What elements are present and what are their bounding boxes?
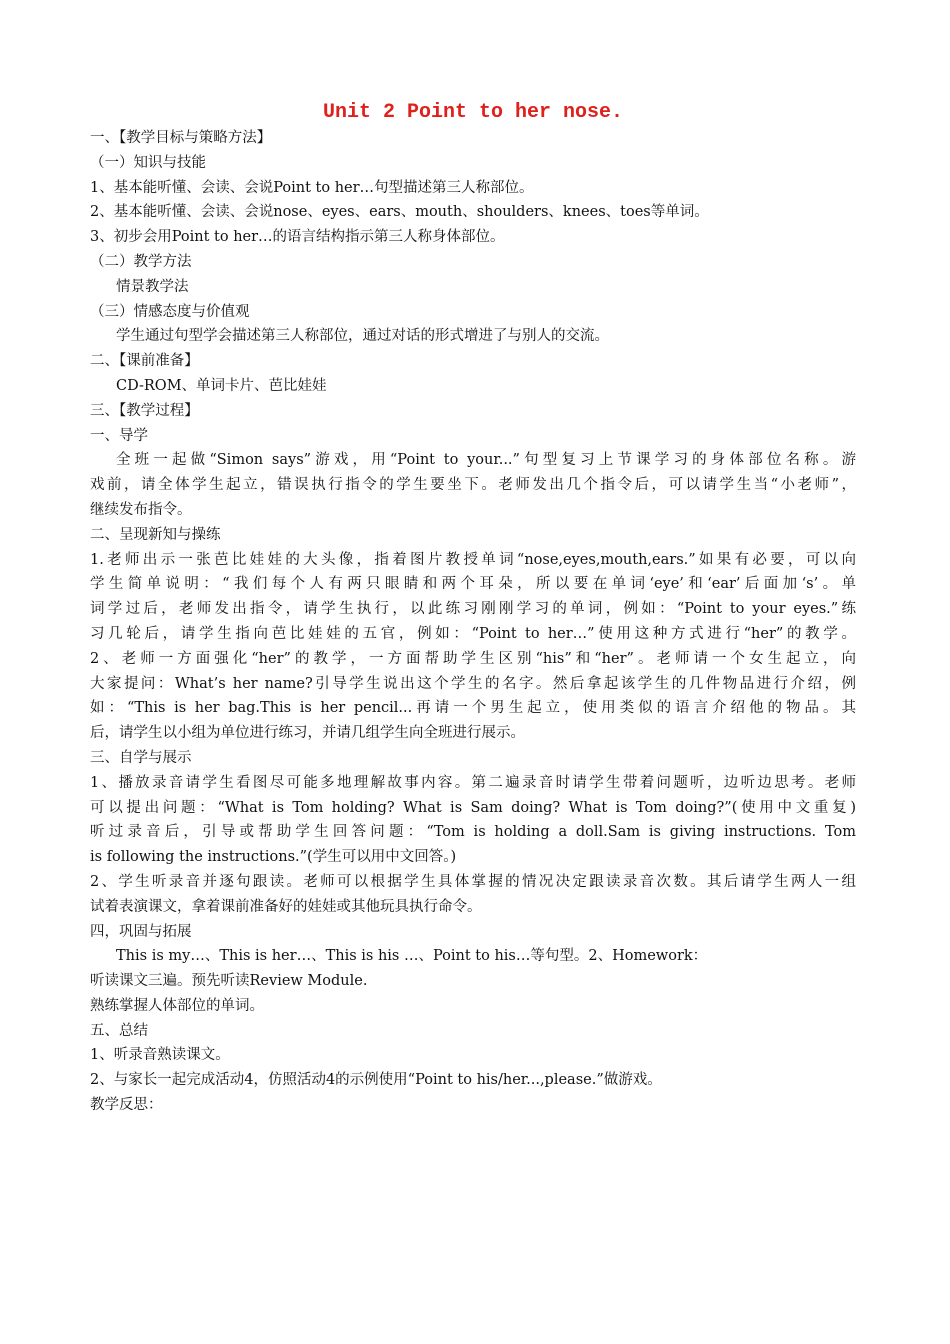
text-line: 三、自学与展示	[90, 749, 192, 766]
text-line: 1、播放录音请学生看图尽可能多地理解故事内容。第二遍录音时请学生带着问题听，边听边思考。老师	[90, 774, 856, 791]
text-line: 后，请学生以小组为单位进行练习，并请几组学生向全班进行展示。	[90, 725, 525, 742]
text-line: 可以提出问题：“What is Tom holding? What is Sam doing? What is Tom doing?”(使用中文重复)	[90, 799, 856, 816]
text-line: 词学过后，老师发出指令，请学生执行，以此练习刚刚学习的单词，例如：“Point to your eyes.”练	[90, 601, 856, 618]
text-line: 二、【课前准备】	[90, 353, 199, 370]
text-line: 听过录音后，引导或帮助学生回答问题：“Tom is holding a doll.Sam is giving instructions. Tom	[90, 824, 856, 841]
text-line: 听读课文三遍。预先听读Review Module.	[90, 973, 368, 990]
text-line: 情景教学法	[116, 278, 189, 295]
text-line: （二）教学方法	[90, 253, 192, 270]
text-line: is following the instructions.”(学生可以用中文回答。)	[90, 849, 457, 866]
text-line: 一、【教学目标与策略方法】	[90, 130, 272, 146]
text-line: 1、基本能听懂、会读、会说Point to her…句型描述第三人称部位。	[90, 179, 534, 196]
text-line: 3、初步会用Point to her…的语言结构指示第三人称身体部位。	[90, 229, 505, 246]
document-page	[90, 100, 856, 1118]
text-line: 学生简单说明：“我们每个人有两只眼睛和两个耳朵，所以要在单词‘eye’和‘ear’后面加‘s’。单	[90, 576, 856, 593]
text-line: 2、老师一方面强化“her”的教学，一方面帮助学生区别“his”和“her”。老师请一个女生起立，向	[90, 650, 856, 667]
document-title: Unit 2 Point to her nose.	[322, 101, 624, 124]
text-line: 如：“This is her bag.This is her pencil...再请一个男生起立，使用类似的语言介绍他的物品。其	[90, 700, 856, 717]
text-line: （一）知识与技能	[90, 154, 206, 171]
text-line: 熟练掌握人体部位的单词。	[90, 997, 264, 1014]
text-line: 习几轮后，请学生指向芭比娃娃的五官，例如：“Point to her…”使用这种方式进行“her”的教学。	[90, 625, 856, 642]
text-line: 全班一起做“Simon says”游戏，用“Point to your...”句型复习上节课学习的身体部位名称。游	[116, 452, 856, 469]
text-line: 一、导学	[90, 427, 148, 444]
text-line: 戏前，请全体学生起立，错误执行指令的学生要坐下。老师发出几个指令后，可以请学生当“小老师”，	[90, 477, 856, 494]
text-line: 2、学生听录音并逐句跟读。老师可以根据学生具体掌握的情况决定跟读录音次数。其后请学生两人一组	[90, 873, 856, 890]
text-line: 大家提问：What’s her name?引导学生说出这个学生的名字。然后拿起该学生的几件物品进行介绍，例	[90, 675, 856, 692]
text-line: 学生通过句型学会描述第三人称部位，通过对话的形式增进了与别人的交流。	[116, 328, 609, 345]
text-line: 试着表演课文，拿着课前准备好的娃娃或其他玩具执行命令。	[90, 898, 482, 915]
document-body	[90, 126, 856, 1118]
text-line: 继续发布指令。	[90, 501, 192, 518]
text-line: 五、总结	[90, 1022, 148, 1039]
text-line: 2、基本能听懂、会读、会说nose、eyes、ears、mouth、shoulders、knees、toes等单词。	[90, 204, 709, 221]
text-line: （三）情感态度与价值观	[90, 303, 250, 320]
text-line: 1、听录音熟读课文。	[90, 1047, 230, 1064]
text-line: 三、【教学过程】	[90, 402, 199, 419]
text-line: 1.老师出示一张芭比娃娃的大头像，指着图片教授单词“nose,eyes,mouth,ears.”如果有必要，可以向	[90, 551, 856, 568]
text-line: CD-ROM、单词卡片、芭比娃娃	[116, 377, 327, 394]
text-line: 二、呈现新知与操练	[90, 526, 221, 543]
text-line: 四，巩固与拓展	[90, 923, 192, 940]
text-line: 2、与家长一起完成活动4，仿照活动4的示例使用“Point to his/her...,please.”做游戏。	[90, 1072, 662, 1089]
text-line: This is my…、This is her…、This is his …、Point to his…等句型。2、Homework：	[116, 948, 708, 965]
text-line: 教学反思：	[90, 1097, 163, 1114]
